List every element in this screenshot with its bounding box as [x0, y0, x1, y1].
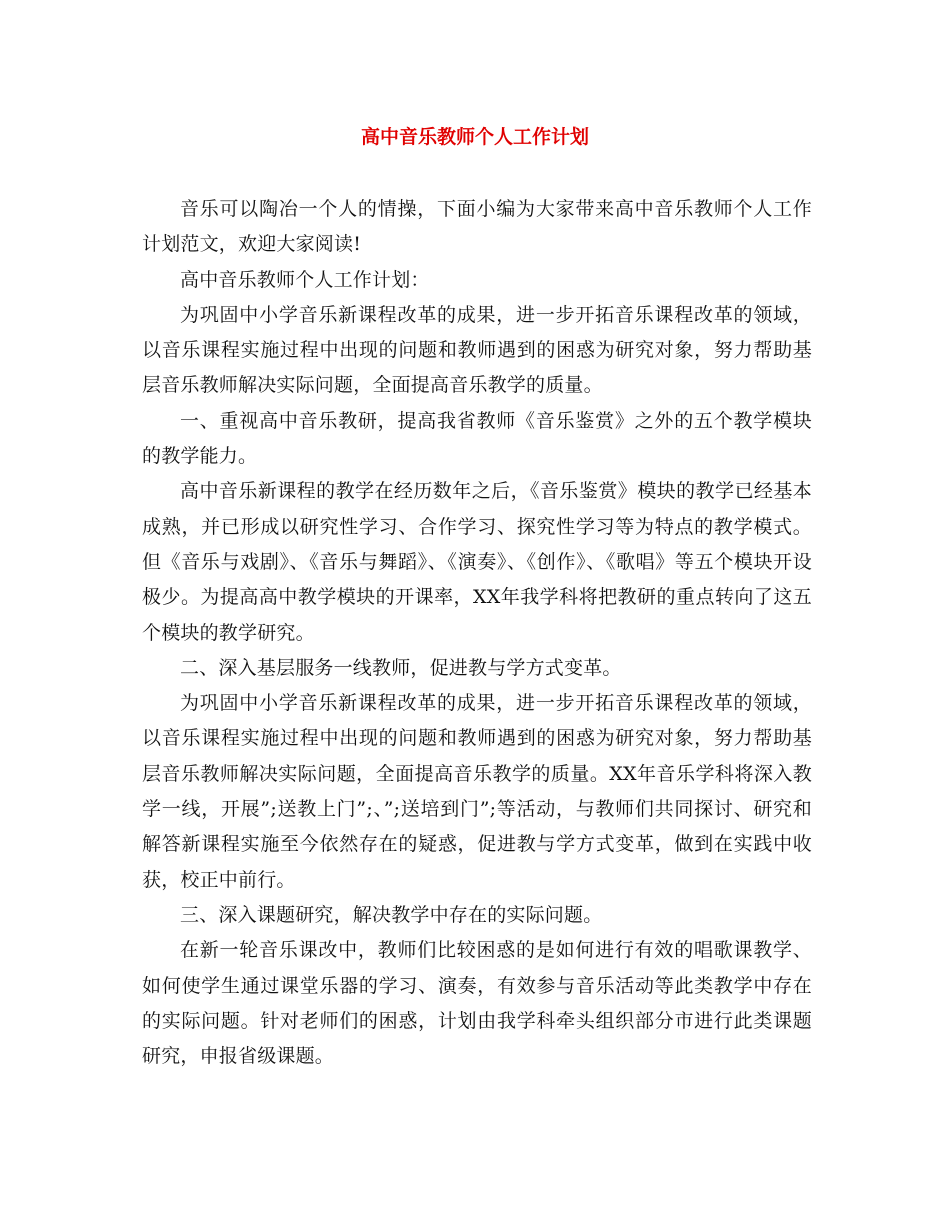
section-heading-3: 三、深入课题研究，解决教学中存在的实际问题。: [180, 903, 603, 926]
document-title: 高中音乐教师个人工作计划: [360, 126, 589, 148]
section-body-2: 为巩固中小学音乐新课程改革的成果，进一步开拓音乐课程改革的领域，以音乐课程实施过程中出现的问题和教师遇到的困惑为研究对象，努力帮助基层音乐教师解决实际问题，全面提高音乐教学的质量。XX年音乐学科将深入教学一线，开展”;送教上门”;、”;送培到门”;等活动，与教师们共同探讨、研究和解答新课程实施至今依然存在的疑惑，促进教与学方式变革，做到在实践中收获，校正中前行。: [142, 692, 812, 891]
paragraph-purpose: 为巩固中小学音乐新课程改革的成果，进一步开拓音乐课程改革的领域，以音乐课程实施过程中出现的问题和教师遇到的困惑为研究对象，努力帮助基层音乐教师解决实际问题，全面提高音乐教学的质量。: [142, 303, 812, 397]
document-body: [142, 192, 812, 1074]
section-heading-1: 一、重视高中音乐教研，提高我省教师《音乐鉴赏》之外的五个教学模块的教学能力。: [142, 409, 812, 468]
paragraph-heading: 高中音乐教师个人工作计划：: [180, 268, 430, 291]
section-body-3: 在新一轮音乐课改中，教师们比较困惑的是如何进行有效的唱歌课教学、如何使学生通过课堂乐器的学习、演奏，有效参与音乐活动等此类教学中存在的实际问题。针对老师们的困惑，计划由我学科牵头组织部分市进行此类课题研究，申报省级课题。: [142, 939, 812, 1068]
section-body-1: 高中音乐新课程的教学在经历数年之后，《音乐鉴赏》模块的教学已经基本成熟，并已形成以研究性学习、合作学习、探究性学习等为特点的教学模式。但《音乐与戏剧》、《音乐与舞蹈》、《演奏》、《创作》、《歌唱》等五个模块开设极少。为提高高中教学模块的开课率，XX年我学科将把教研的重点转向了这五个模块的教学研究。: [142, 480, 812, 644]
paragraph-intro: 音乐可以陶冶一个人的情操，下面小编为大家带来高中音乐教师个人工作计划范文，欢迎大家阅读!: [142, 198, 812, 256]
section-heading-2: 二、深入基层服务一线教师，促进教与学方式变革。: [180, 656, 622, 679]
